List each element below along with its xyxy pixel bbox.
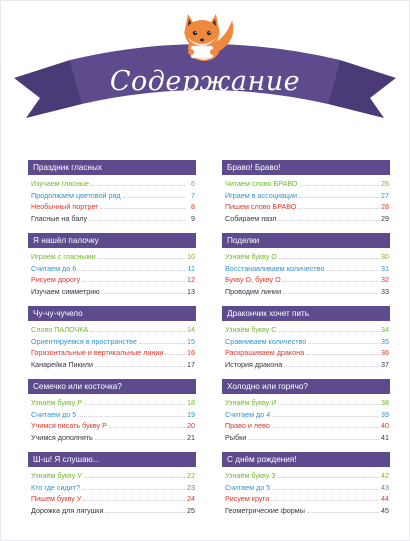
dot-leader xyxy=(283,274,379,282)
toc-entry[interactable] xyxy=(222,251,390,263)
entry-page: 10 xyxy=(187,252,195,261)
entry-title: Продолжаем цветовой ряд xyxy=(31,190,121,200)
section-header: Чу-чу-чучело xyxy=(28,306,196,321)
entry-title: Собираем пазл xyxy=(225,213,277,223)
dot-leader xyxy=(95,359,185,367)
entry-title: Считаем до 5 xyxy=(225,482,271,492)
entry-page: 31 xyxy=(381,263,389,273)
entry-page: 25 xyxy=(187,505,195,515)
dot-leader xyxy=(284,359,379,367)
toc-entry[interactable] xyxy=(28,432,196,444)
toc-entry[interactable] xyxy=(222,470,390,482)
dot-leader xyxy=(95,432,185,440)
entry-title: Слово ПАЛОЧКА xyxy=(31,325,89,334)
toc-entry[interactable] xyxy=(28,359,196,371)
dot-leader xyxy=(279,324,380,332)
dot-leader xyxy=(298,201,379,209)
toc-entry[interactable] xyxy=(28,286,196,298)
toc-section xyxy=(28,379,196,443)
toc-section xyxy=(222,452,390,516)
dot-leader xyxy=(105,505,185,513)
dot-leader xyxy=(109,420,185,428)
dot-leader xyxy=(248,432,379,440)
dot-leader xyxy=(299,190,379,198)
toc-entry[interactable] xyxy=(28,213,196,225)
toc-entry[interactable] xyxy=(28,420,196,432)
toc-entry[interactable] xyxy=(28,482,196,494)
dot-leader xyxy=(272,409,379,417)
toc-section xyxy=(222,233,390,297)
entry-page: 15 xyxy=(187,336,195,346)
entry-title: Узнаём букву Р xyxy=(31,398,83,407)
entry-title: Геометрические формы xyxy=(225,505,305,515)
dot-leader xyxy=(139,336,185,344)
entry-title: Сравниваем количество xyxy=(225,336,307,346)
dot-leader xyxy=(279,251,379,259)
entry-page: 22 xyxy=(187,471,195,480)
entry-page: 29 xyxy=(381,213,389,223)
page-title: Содержание xyxy=(109,66,301,97)
entry-page: 13 xyxy=(187,286,195,296)
entry-page: 41 xyxy=(381,432,389,442)
dot-leader xyxy=(278,470,379,478)
entry-page: 24 xyxy=(187,494,195,503)
entry-title: Изучаем симметрию xyxy=(31,286,100,296)
entry-page: 6 xyxy=(191,179,195,188)
entry-page: 12 xyxy=(187,275,195,284)
entry-page: 43 xyxy=(381,482,389,492)
entry-page: 40 xyxy=(381,421,389,430)
entry-page: 45 xyxy=(381,505,389,515)
section-header: Поделки xyxy=(222,233,390,248)
dot-leader xyxy=(308,336,379,344)
toc-entry[interactable] xyxy=(222,420,390,432)
toc-section xyxy=(222,306,390,370)
entry-title: Ориентируемся в пространстве xyxy=(31,336,137,346)
toc-entry[interactable] xyxy=(28,251,196,263)
dot-leader xyxy=(307,505,379,513)
entry-page: 33 xyxy=(381,286,389,296)
toc-entry[interactable] xyxy=(28,263,196,275)
entry-page: 42 xyxy=(381,471,389,480)
entry-page: 30 xyxy=(381,252,389,261)
entry-page: 9 xyxy=(191,213,195,223)
toc-entry[interactable] xyxy=(28,347,196,359)
toc-entry[interactable] xyxy=(222,493,390,505)
dot-leader xyxy=(278,213,379,221)
entry-title: Считаем до 4 xyxy=(225,409,271,419)
entry-title: Раскрашиваем дракона xyxy=(225,348,305,357)
entry-page: 28 xyxy=(381,202,389,211)
entry-title: Пишем букву У xyxy=(31,494,82,503)
toc-entry[interactable] xyxy=(222,336,390,348)
entry-title: Канарейка Пикили xyxy=(31,359,94,369)
entry-page: 37 xyxy=(381,359,389,369)
entry-title: Горизонтальные и вертикальные линии xyxy=(31,348,164,357)
entry-title: Восстанавливаем количество xyxy=(225,263,325,273)
entry-title: Узнаём букву У xyxy=(31,471,82,480)
toc-entry[interactable] xyxy=(222,324,390,336)
toc-entry[interactable] xyxy=(222,432,390,444)
entry-title: Считаем до 6 xyxy=(31,263,77,273)
entry-page: 18 xyxy=(187,398,195,407)
entry-title: Кто где сидит? xyxy=(31,482,80,492)
dot-leader xyxy=(89,213,185,221)
toc-entry[interactable] xyxy=(222,190,390,202)
dot-leader xyxy=(278,397,379,405)
entry-title: Узнаём букву С xyxy=(225,325,277,334)
dot-leader xyxy=(91,178,185,186)
section-header: С днём рождения! xyxy=(222,452,390,467)
entry-title: Рисуем дорогу xyxy=(31,275,81,284)
toc-entry[interactable] xyxy=(222,178,390,190)
entry-title: История дракона xyxy=(225,359,283,369)
toc-section xyxy=(28,233,196,297)
entry-title: Учимся дополнять xyxy=(31,432,93,442)
toc-entry[interactable] xyxy=(222,397,390,409)
dot-leader xyxy=(272,482,379,490)
entry-page: 16 xyxy=(187,348,195,357)
dot-leader xyxy=(123,190,185,198)
entry-page: 32 xyxy=(381,275,389,284)
entry-page: 17 xyxy=(187,359,195,369)
toc-section xyxy=(222,379,390,443)
toc-entry[interactable] xyxy=(28,178,196,190)
section-header: Браво! Браво! xyxy=(222,160,390,175)
entry-page: 14 xyxy=(187,325,195,334)
toc-section xyxy=(28,160,196,224)
dot-leader xyxy=(272,420,379,428)
dot-leader xyxy=(78,409,185,417)
toc-entry[interactable] xyxy=(222,505,390,517)
toc-entry[interactable] xyxy=(28,201,196,213)
toc-section xyxy=(222,160,390,224)
dot-leader xyxy=(100,201,185,209)
dot-leader xyxy=(84,470,185,478)
toc-entry[interactable] xyxy=(28,409,196,421)
section-header: Праздник гласных xyxy=(28,160,196,175)
dot-leader xyxy=(84,397,185,405)
dot-leader xyxy=(82,274,185,282)
entry-page: 35 xyxy=(381,336,389,346)
entry-title: Дорожка для лягушки xyxy=(31,505,104,515)
entry-title: Читаем слово БРАВО xyxy=(225,179,298,188)
dot-leader xyxy=(306,347,379,355)
toc-entry[interactable] xyxy=(222,409,390,421)
toc-entry[interactable] xyxy=(28,493,196,505)
entry-page: 34 xyxy=(381,325,389,334)
toc-entry[interactable] xyxy=(222,359,390,371)
entry-page: 7 xyxy=(191,190,195,200)
entry-title: Играем с гласными xyxy=(31,252,96,261)
entry-page: 11 xyxy=(187,263,195,273)
entry-page: 23 xyxy=(187,482,195,492)
entry-page: 36 xyxy=(381,348,389,357)
toc-entry[interactable] xyxy=(222,482,390,494)
entry-title: Право и лево xyxy=(225,421,270,430)
dot-leader xyxy=(300,178,379,186)
dot-leader xyxy=(78,263,185,271)
entry-page: 27 xyxy=(381,190,389,200)
dot-leader xyxy=(90,324,185,332)
section-header: Дракончик хочет пить xyxy=(222,306,390,321)
toc-entry[interactable] xyxy=(222,263,390,275)
entry-title: Рисуем круги xyxy=(225,494,270,503)
toc-entry[interactable] xyxy=(222,347,390,359)
entry-title: Считаем до 5 xyxy=(31,409,77,419)
toc-entry[interactable] xyxy=(28,397,196,409)
dot-leader xyxy=(271,493,379,501)
entry-page: 8 xyxy=(191,202,195,211)
entry-page: 39 xyxy=(381,409,389,419)
toc-entry[interactable] xyxy=(28,470,196,482)
dot-leader xyxy=(102,286,185,294)
toc-entry[interactable] xyxy=(222,213,390,225)
toc-entry[interactable] xyxy=(222,201,390,213)
section-header: Семечко или косточка? xyxy=(28,379,196,394)
entry-page: 20 xyxy=(187,421,195,430)
section-header: Холодно или горячо? xyxy=(222,379,390,394)
entry-title: Пишем слово БРАВО xyxy=(225,202,297,211)
section-header: Я нашёл палочку xyxy=(28,233,196,248)
toc-section xyxy=(28,452,196,516)
toc-entry[interactable] xyxy=(28,274,196,286)
dot-leader xyxy=(283,286,379,294)
toc-entry[interactable] xyxy=(222,286,390,298)
entry-title: Рыбки xyxy=(225,432,247,442)
toc-entry[interactable] xyxy=(222,274,390,286)
toc-entry[interactable] xyxy=(28,324,196,336)
toc-section xyxy=(28,306,196,370)
entry-title: Необычный портрет xyxy=(31,202,99,211)
toc-entry[interactable] xyxy=(28,190,196,202)
dot-leader xyxy=(98,251,185,259)
title-banner xyxy=(0,0,410,140)
dot-leader xyxy=(326,263,379,271)
section-header: Ш-ш! Я слушаю... xyxy=(28,452,196,467)
entry-title: Узнаём букву И xyxy=(225,398,277,407)
entry-page: 19 xyxy=(187,409,195,419)
entry-title: Играем в ассоциации xyxy=(225,190,298,200)
entry-title: Букву О, букву О xyxy=(225,275,281,284)
toc-entry[interactable] xyxy=(28,336,196,348)
entry-title: Узнаём букву З xyxy=(225,471,276,480)
entry-title: Учимся писать букву Р xyxy=(31,421,107,430)
entry-title: Изучаем гласные xyxy=(31,179,90,188)
entry-page: 21 xyxy=(187,432,195,442)
entry-title: Узнаём букву О xyxy=(225,252,277,261)
entry-page: 26 xyxy=(381,179,389,188)
entry-page: 44 xyxy=(381,494,389,503)
dot-leader xyxy=(82,482,185,490)
entry-title: Гласные на балу xyxy=(31,213,88,223)
toc-entry[interactable] xyxy=(28,505,196,517)
entry-page: 38 xyxy=(381,398,389,407)
entry-title: Проводим линии xyxy=(225,286,282,296)
dot-leader xyxy=(165,347,185,355)
dot-leader xyxy=(83,493,185,501)
